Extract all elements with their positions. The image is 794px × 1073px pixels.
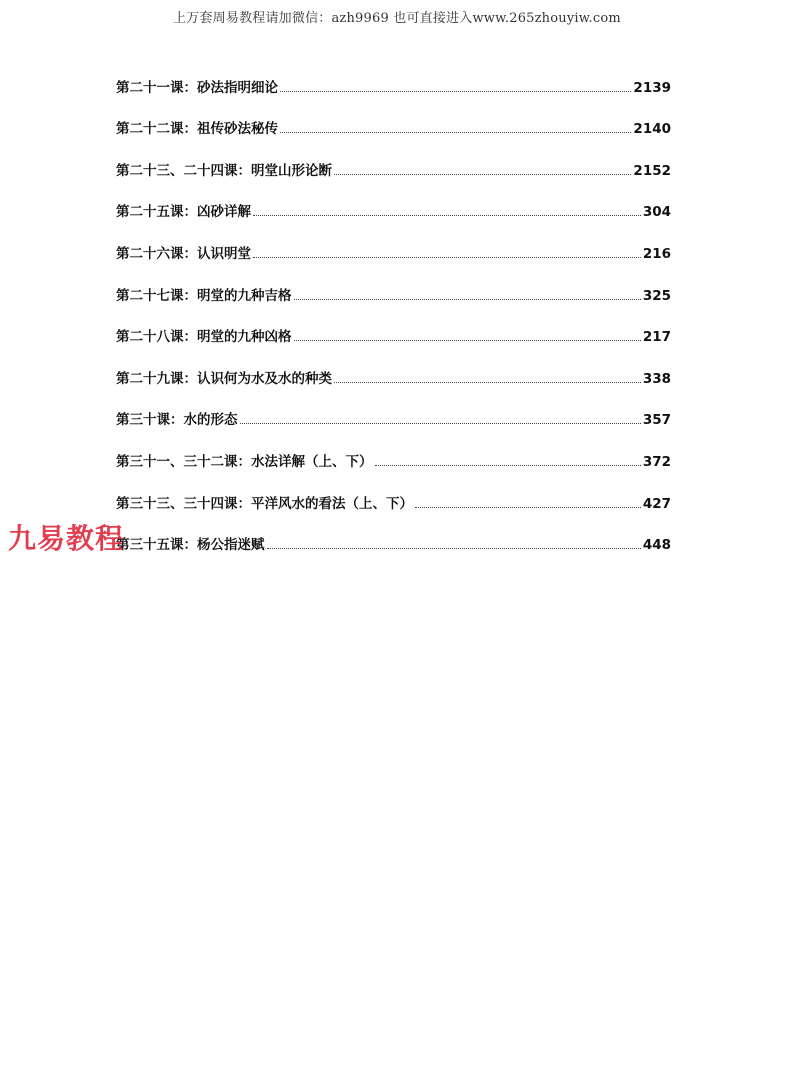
dot-leader: [253, 214, 641, 216]
dot-leader: [280, 90, 631, 92]
toc-entry-title: 第二十一课：砂法指明细论: [116, 79, 278, 96]
toc-entry-page: 2139: [633, 79, 671, 96]
toc-entry-page: 216: [642, 245, 671, 262]
toc-entry[interactable]: [116, 388, 671, 430]
toc-entry[interactable]: [116, 263, 671, 305]
toc-entry-page: 304: [642, 204, 671, 221]
toc-entry[interactable]: [116, 471, 671, 513]
toc-entry-page: 2140: [633, 121, 671, 138]
toc-entry[interactable]: [116, 138, 671, 180]
toc-entry-title: 第二十三、二十四课：明堂山形论断: [116, 162, 332, 179]
toc-entry-page: 427: [642, 495, 671, 512]
table-of-contents: [116, 55, 671, 554]
toc-entry-title: 第二十二课：祖传砂法秘传: [116, 121, 278, 138]
toc-entry-title: 第三十一、三十二课：水法详解（上、下）: [116, 453, 373, 470]
dot-leader: [334, 173, 631, 175]
dot-leader: [280, 131, 631, 133]
toc-entry-title: 第二十五课：凶砂详解: [116, 204, 251, 221]
toc-entry-title: 第二十九课：认识何为水及水的种类: [116, 370, 332, 387]
dot-leader: [267, 547, 641, 549]
dot-leader: [375, 464, 641, 466]
toc-entry[interactable]: [116, 513, 671, 555]
toc-entry-page: 217: [642, 329, 671, 346]
dot-leader: [253, 256, 641, 258]
toc-entry-title: 第二十六课：认识明堂: [116, 245, 251, 262]
toc-entry-page: 372: [642, 453, 671, 470]
toc-entry[interactable]: [116, 97, 671, 139]
toc-entry[interactable]: [116, 180, 671, 222]
page-header: 上万套周易教程请加微信：azh9969 也可直接进入www.265zhouyiw.com: [173, 11, 621, 26]
toc-entry[interactable]: [116, 305, 671, 347]
toc-entry-title: 第二十七课：明堂的九种吉格: [116, 287, 292, 304]
toc-entry-title: 第三十课：水的形态: [116, 412, 238, 429]
toc-entry-title: 第三十五课：杨公指迷赋: [116, 537, 265, 554]
toc-entry[interactable]: [116, 55, 671, 97]
toc-entry-title: 第二十八课：明堂的九种凶格: [116, 329, 292, 346]
toc-entry-page: 2152: [633, 162, 671, 179]
toc-entry-page: 357: [642, 412, 671, 429]
dot-leader: [294, 298, 641, 300]
toc-entry-page: 448: [642, 537, 671, 554]
toc-entry[interactable]: [116, 221, 671, 263]
toc-entry-page: 338: [642, 370, 671, 387]
watermark-logo: 九易教程: [8, 522, 125, 555]
toc-entry[interactable]: [116, 429, 671, 471]
dot-leader: [334, 381, 641, 383]
dot-leader: [415, 506, 641, 508]
toc-entry-title: 第三十三、三十四课：平洋风水的看法（上、下）: [116, 495, 413, 512]
toc-entry[interactable]: [116, 346, 671, 388]
toc-entry-page: 325: [642, 287, 671, 304]
dot-leader: [240, 422, 641, 424]
dot-leader: [294, 339, 641, 341]
